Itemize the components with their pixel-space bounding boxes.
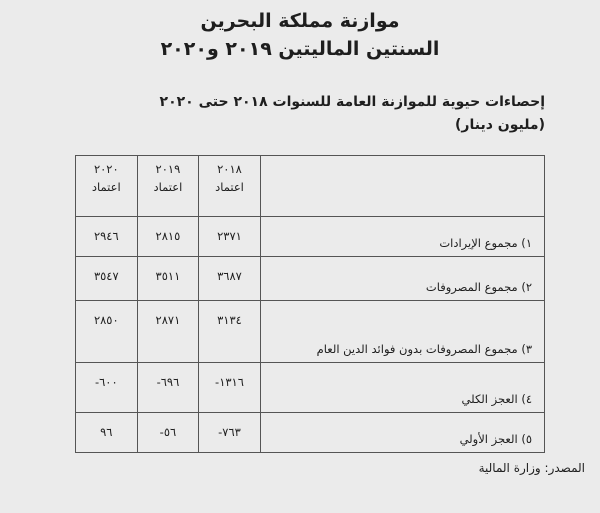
source-note: المصدر: وزارة المالية xyxy=(478,461,585,475)
table-row xyxy=(76,257,545,301)
row-label: ٥) العجز الأولي xyxy=(260,413,544,453)
row-value: ٣٥٤٧ xyxy=(76,257,138,301)
header-type: اعتماد xyxy=(91,180,121,194)
header-label-cell xyxy=(260,156,544,217)
budget-stats-table xyxy=(75,155,545,453)
row-value: ٦٩٦- xyxy=(137,363,199,413)
header-type: اعتماد xyxy=(215,180,244,194)
header-year-2018 xyxy=(199,156,261,217)
row-value: ٣١٣٤ xyxy=(199,301,261,363)
header-year: ٢٠١٩ xyxy=(155,162,181,176)
row-value: ٢٨١٥ xyxy=(137,217,199,257)
row-value: ٢٩٤٦ xyxy=(76,217,138,257)
header-year-2020 xyxy=(76,156,138,217)
header-year: ٢٠١٨ xyxy=(217,162,242,176)
row-value: ٦٠٠- xyxy=(76,363,138,413)
row-label: ١) مجموع الإيرادات xyxy=(260,217,544,257)
row-value: ٢٣٧١ xyxy=(199,217,261,257)
header-type: اعتماد xyxy=(153,180,183,194)
table-row xyxy=(76,413,545,453)
row-label: ٣) مجموع المصروفات بدون فوائد الدين العام xyxy=(260,301,544,363)
row-value: ٩٦ xyxy=(76,413,138,453)
row-value: ٧٦٣- xyxy=(199,413,261,453)
page-title: موازنة مملكة البحرين xyxy=(200,10,400,32)
page-subtitle: السنتين الماليتين ٢٠١٩ و٢٠٢٠ xyxy=(160,38,440,60)
table-header-row xyxy=(76,156,545,217)
header-year-2019 xyxy=(137,156,199,217)
row-label: ٤) العجز الكلي xyxy=(260,363,544,413)
section-heading: إحصاءات حيوية للموازنة العامة للسنوات ٢٠١٨ حتى ٢٠٢٠ xyxy=(159,94,545,110)
header-year: ٢٠٢٠ xyxy=(93,162,119,176)
table-row xyxy=(76,217,545,257)
row-value: ٥٦- xyxy=(137,413,199,453)
row-value: ١٣١٦- xyxy=(199,363,261,413)
unit-label: (مليون دينار) xyxy=(455,117,545,133)
row-value: ٣٦٨٧ xyxy=(199,257,261,301)
table-row xyxy=(76,363,545,413)
row-value: ٢٨٥٠ xyxy=(76,301,138,363)
row-value: ٢٨٧١ xyxy=(137,301,199,363)
table-row xyxy=(76,301,545,363)
row-value: ٣٥١١ xyxy=(137,257,199,301)
row-label: ٢) مجموع المصروفات xyxy=(260,257,544,301)
